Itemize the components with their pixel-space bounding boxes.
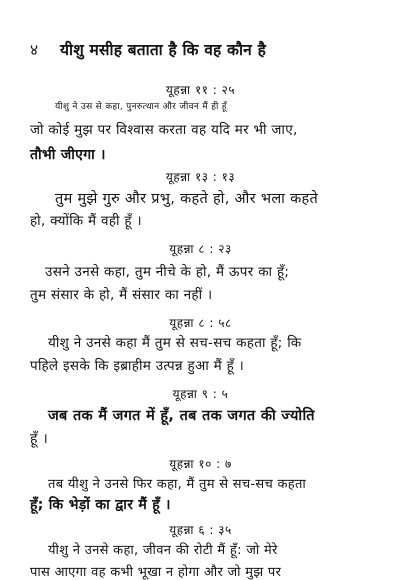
verse-line: यीशु ने उस से कहा, पुनरुत्थान और जीवन मैं ही हूँ xyxy=(55,102,227,112)
verse-line: हूँ; कि भेड़ों का द्वार मैं हूँ । xyxy=(30,497,171,513)
verse-line: हूँ । xyxy=(30,431,49,447)
verse-reference: यूहन्ना ८ : २३ xyxy=(169,242,232,256)
verse-line: तब यीशु ने उनसे फिर कहा, मैं तुम से सच-सच कहता xyxy=(48,477,307,492)
verse-line: तौभी जीएगा । xyxy=(30,147,106,163)
verse-line: तुम संसार के हो, मैं संसार का नहीं । xyxy=(30,287,213,303)
verse-line: यीशु ने उनसे कहा, जीवन की रोटी मैं हूँ: जो मेरे xyxy=(48,543,278,558)
verse-line: जब तक मैं जगत में हूँ, तब तक जगत की ज्योति xyxy=(48,408,315,424)
verse-line: जो कोई मुझ पर विश्वास करता वह यदि मर भी जाए, xyxy=(30,122,298,138)
verse-line: पहिले इसके कि इब्राहीम उत्पन्न हुआ मैं हूँ । xyxy=(30,358,245,374)
verse-reference: यूहन्ना ११ : २५ xyxy=(165,83,236,97)
verse-reference: यूहन्ना ८ : ५८ xyxy=(169,316,232,330)
verse-line: पास आएगा वह कभी भूखा न होगा और जो मुझ पर xyxy=(30,565,282,580)
verse-line: यीशु ने उनसे कहा मैं तुम से सच-सच कहता हूँ; कि xyxy=(48,335,302,351)
verse-reference: यूहन्ना ९ : ५ xyxy=(172,387,229,401)
section-title: यीशु मसीह बताता है कि वह कौन है xyxy=(60,41,267,59)
verse-line: उसने उनसे कहा, तुम नीचे के हो, मैं ऊपर का हूँ; xyxy=(45,264,290,280)
verse-reference: यूहन्ना ६ : ३५ xyxy=(169,523,232,537)
section-heading xyxy=(30,38,266,60)
verse-line: तुम मुझे गुरु और प्रभु, कहते हो, और भला कहते xyxy=(55,191,319,207)
section-number: ४ xyxy=(30,41,39,59)
verse-line: हो, क्योंकि मैं वही हूँ । xyxy=(30,213,142,229)
verse-reference: यूहन्ना १३ : १३ xyxy=(165,170,236,184)
verse-reference: यूहन्ना १० : ७ xyxy=(169,457,232,471)
